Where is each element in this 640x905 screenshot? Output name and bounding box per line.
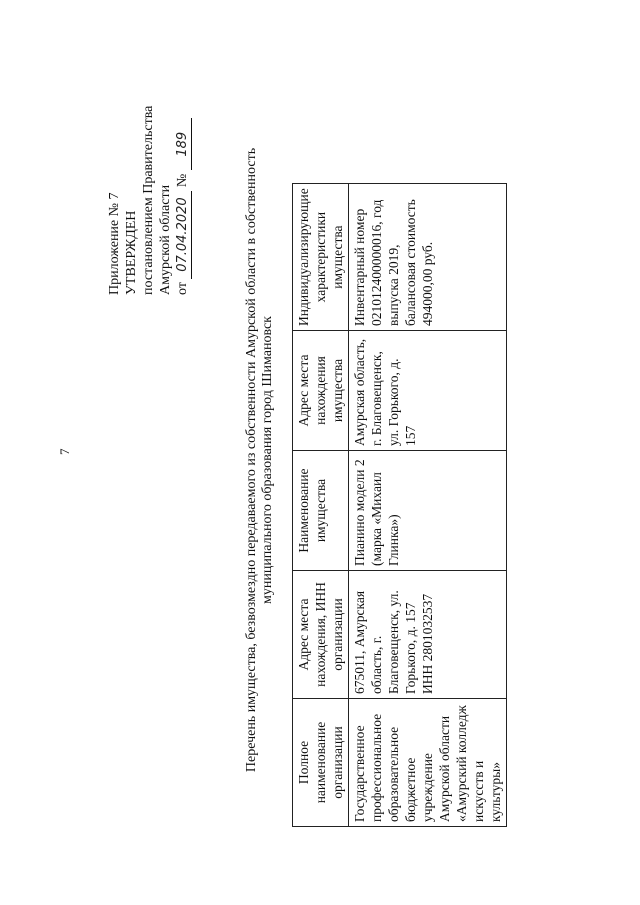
appendix-label: Приложение № 7 bbox=[107, 192, 122, 295]
header-org-address: Адрес места нахождения, ИНН организации bbox=[293, 571, 349, 699]
title-line-2: муниципального образования город Шимановск bbox=[260, 316, 275, 605]
property-table bbox=[292, 183, 507, 827]
number-prefix: № bbox=[175, 173, 190, 188]
header-characteristics: Индивидуализирующие характеристики имущества bbox=[293, 184, 349, 331]
document-title bbox=[244, 115, 276, 805]
header-property-address: Адрес места нахождения имущества bbox=[293, 331, 349, 451]
cell-characteristics: Инвентарный номер 021012400000016, год выпуска 2019, балансовая стоимость 494000,00 руб. bbox=[349, 184, 507, 331]
handwritten-date: 07.04.2020 bbox=[174, 191, 192, 279]
header-org-name: Полное наименование организации bbox=[293, 699, 349, 827]
cell-org-name: Государственное профессиональное образовательное бюджетное учреждение Амурской области «Амурский колледж искусств и культуры» bbox=[349, 699, 507, 827]
date-number-line bbox=[174, 106, 192, 295]
cell-property-name: Пианино модели 2 (марка «Михаил Глинка») bbox=[349, 451, 507, 571]
page-number: 7 bbox=[57, 448, 72, 455]
resolution-label: постановлением Правительства bbox=[141, 105, 156, 295]
region-label: Амурской области bbox=[158, 184, 173, 295]
handwritten-number: 189 bbox=[174, 118, 192, 170]
header-property-name: Наименование имущества bbox=[293, 451, 349, 571]
table-header-row bbox=[293, 184, 349, 827]
approval-block bbox=[106, 106, 192, 295]
cell-property-address: Амурская область, г. Благовещенск, ул. Горького, д. 157 bbox=[349, 331, 507, 451]
approved-label: УТВЕРЖДЕН bbox=[124, 210, 139, 295]
title-line-1: Перечень имущества, безвозмездно передаваемого из собственности Амурской области в собственность bbox=[244, 147, 259, 773]
cell-org-address: 675011, Амурская область, г. Благовещенск, ул. Горького, д. 157 ИНН 2801032537 bbox=[349, 571, 507, 699]
date-prefix: от bbox=[175, 282, 190, 295]
table-row bbox=[349, 184, 507, 827]
